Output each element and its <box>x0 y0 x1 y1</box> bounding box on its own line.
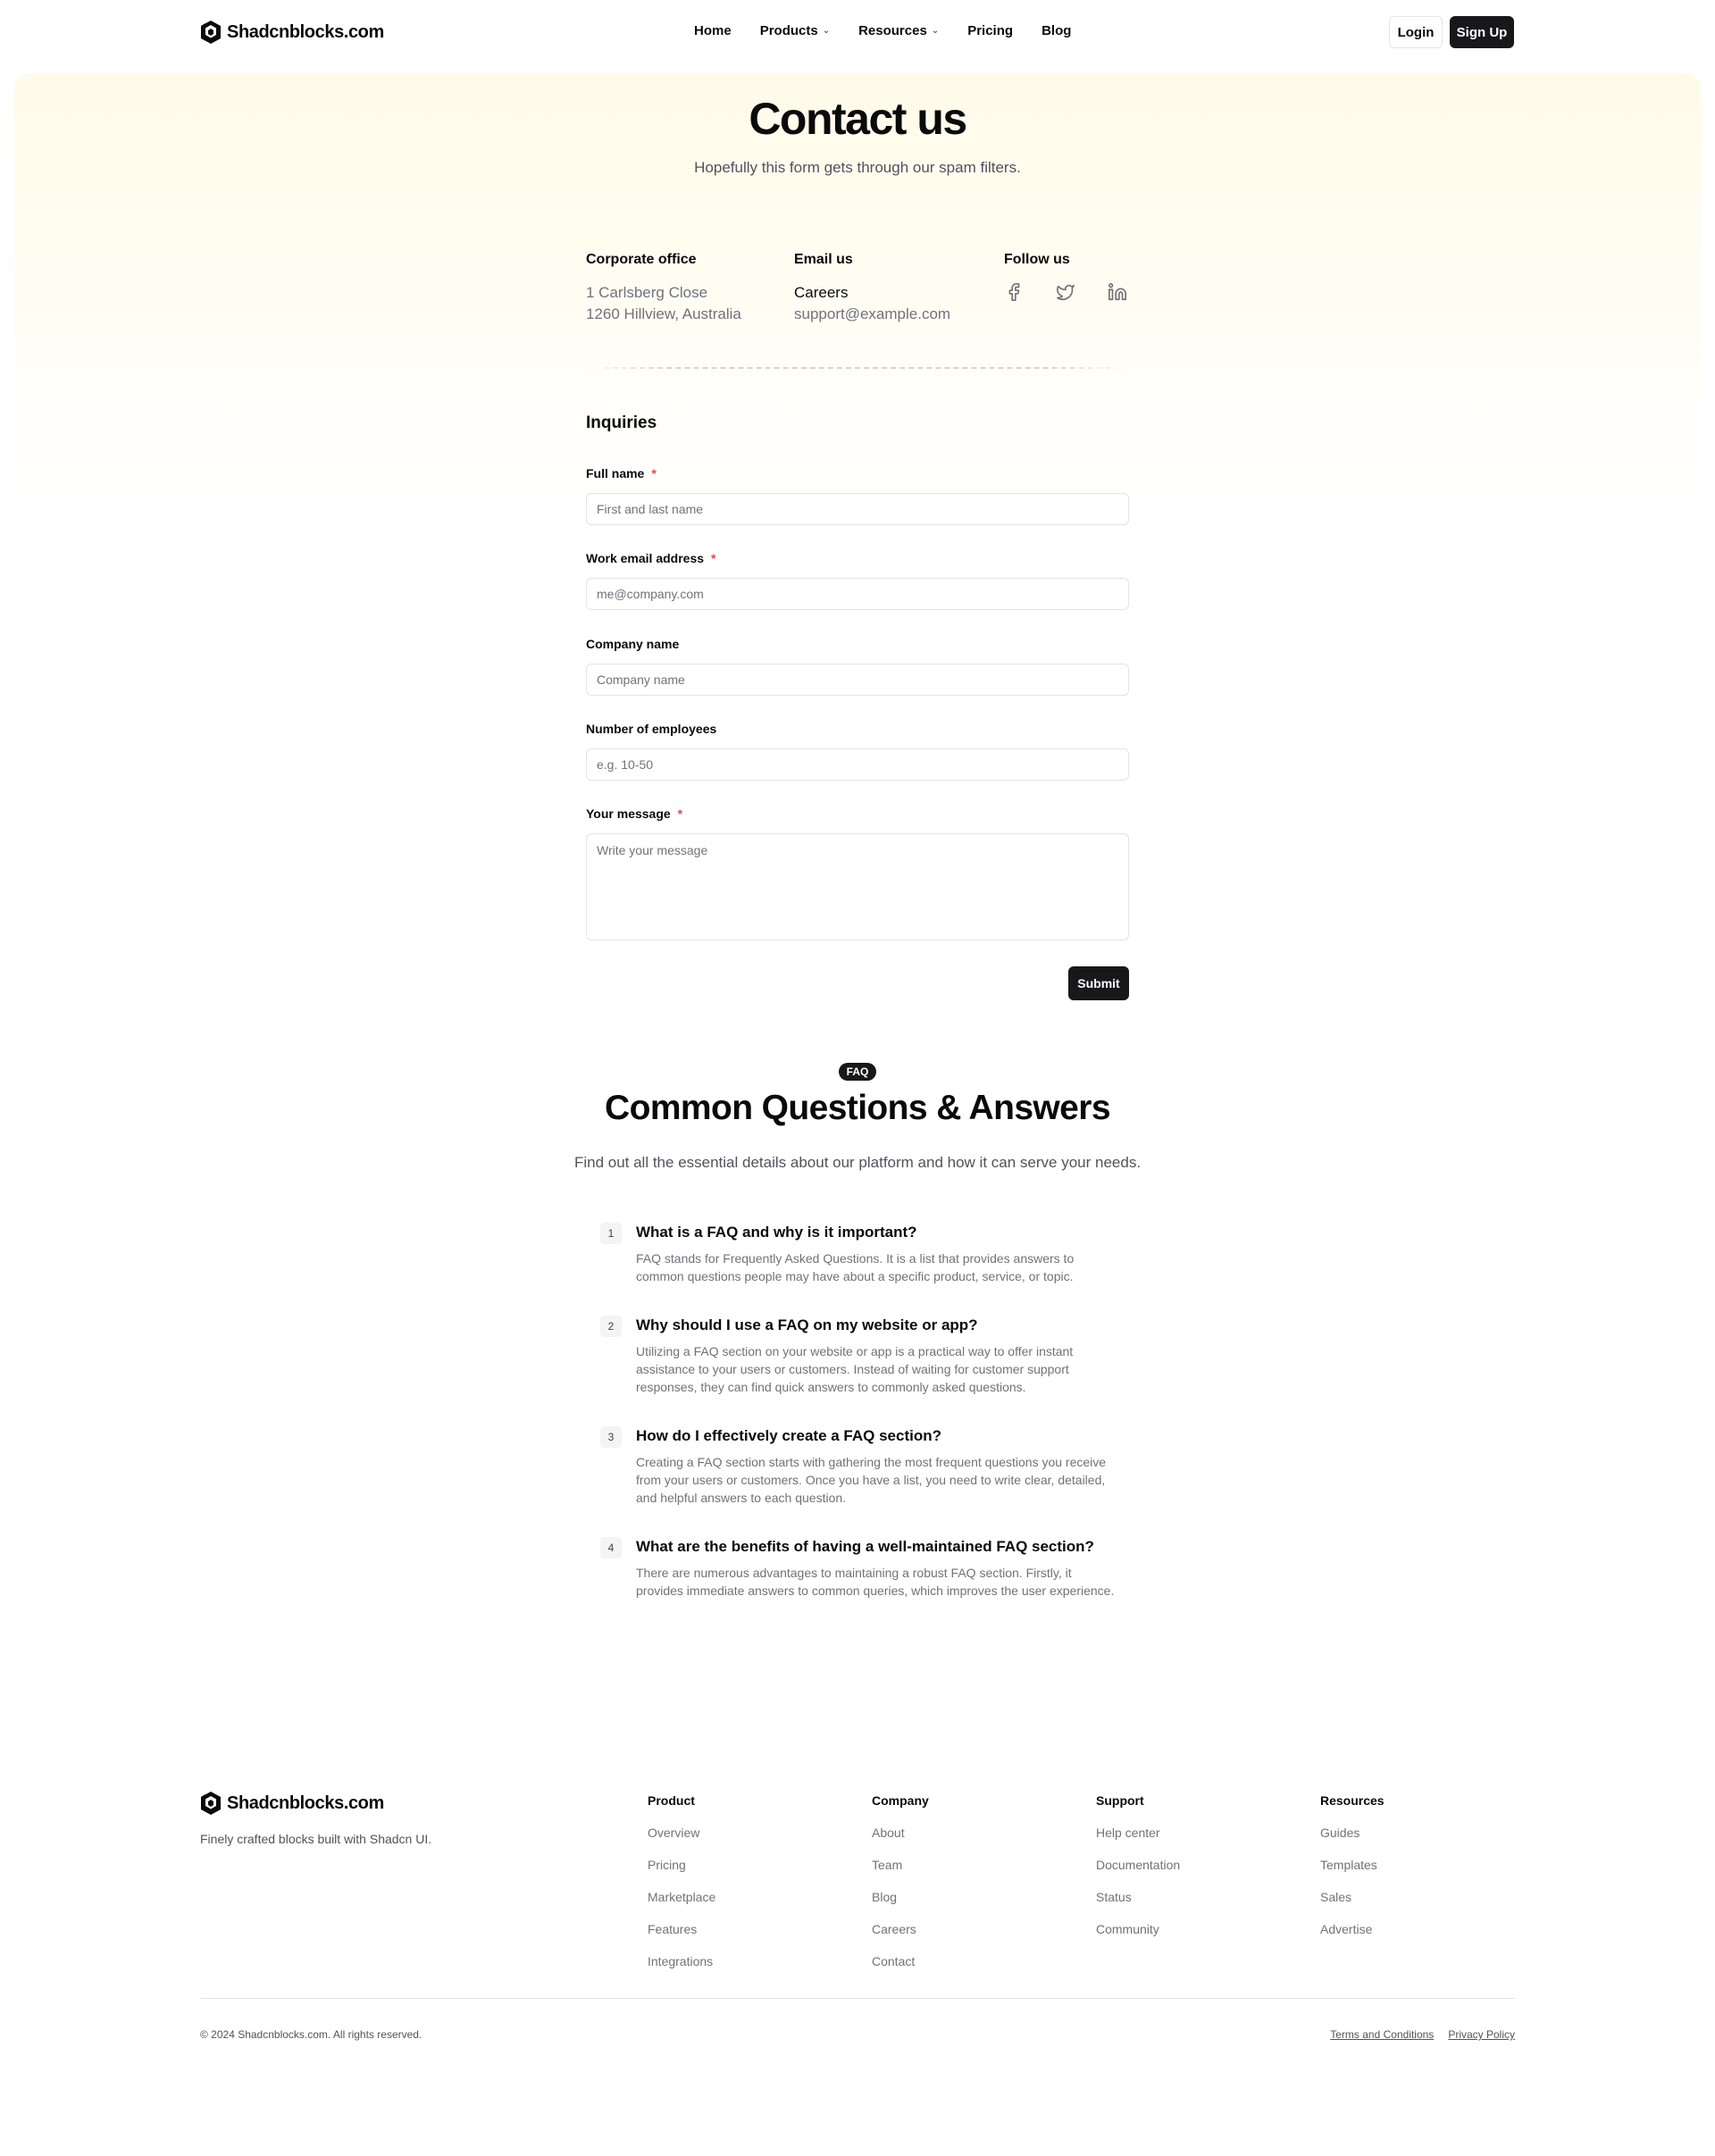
nav-products-label: Products <box>759 23 818 38</box>
required-marker: * <box>677 806 683 821</box>
footer-link[interactable]: Marketplace <box>648 1890 716 1904</box>
email-us-heading: Email us <box>794 252 853 267</box>
footer-link[interactable]: Careers <box>872 1922 916 1936</box>
faq-answer: Utilizing a FAQ section on your website or app is a practical way to offer instant assistance to your users or customers. Instead of waiting for customer support responses, they can find quick answers to commonly asked questions. <box>636 1344 1074 1394</box>
careers-label: Careers <box>794 284 849 301</box>
brand-name: Shadcnblocks.com <box>227 1792 384 1813</box>
terms-link[interactable]: Terms and Conditions <box>1330 2028 1435 2041</box>
faq-title: Common Questions & Answers <box>605 1089 1110 1127</box>
follow-us-block <box>1004 252 1127 302</box>
footer-link[interactable]: Status <box>1096 1890 1132 1904</box>
corporate-office-heading: Corporate office <box>586 252 697 267</box>
full-name-label <box>586 466 657 481</box>
footer-column-heading: Resources <box>1320 1793 1385 1808</box>
faq-question: How do I effectively create a FAQ section? <box>636 1427 941 1444</box>
nav-products[interactable] <box>760 23 830 38</box>
logo-icon <box>200 1791 222 1816</box>
employees-label: Number of employees <box>586 722 717 736</box>
footer-link[interactable]: Guides <box>1320 1826 1360 1840</box>
follow-us-heading: Follow us <box>1004 252 1070 267</box>
linkedin-icon[interactable] <box>1108 282 1127 302</box>
faq-question: Why should I use a FAQ on my website or app? <box>636 1316 978 1333</box>
legal-links <box>1330 2028 1515 2041</box>
office-address-line2: 1260 Hillview, Australia <box>586 305 741 322</box>
brand-logo[interactable] <box>200 20 384 45</box>
footer-link[interactable]: Integrations <box>648 1954 714 1968</box>
required-marker: * <box>711 551 716 565</box>
message-label <box>586 806 682 821</box>
footer-column-company <box>872 1793 929 1986</box>
nav-pricing-label: Pricing <box>967 23 1014 38</box>
message-label-text: Your message <box>586 806 671 821</box>
support-email-link[interactable]: support@example.com <box>794 305 951 322</box>
footer-column-heading: Support <box>1096 1793 1144 1808</box>
nav-resources-label: Resources <box>858 23 927 38</box>
required-marker: * <box>651 466 657 481</box>
company-name-input[interactable] <box>586 664 1129 696</box>
corporate-office-block <box>586 252 741 325</box>
message-textarea[interactable] <box>586 833 1129 940</box>
faq-question: What is a FAQ and why is it important? <box>636 1224 917 1241</box>
footer-column-support <box>1096 1793 1180 1954</box>
section-divider <box>586 367 1129 369</box>
faq-badge: FAQ <box>839 1063 876 1081</box>
faq-answer: There are numerous advantages to maintaining a robust FAQ section. Firstly, it provides immediate answers to common queries, which improves the user experience. <box>636 1566 1115 1598</box>
footer-column-product <box>648 1793 715 1986</box>
footer-link[interactable]: Overview <box>648 1826 700 1840</box>
submit-button[interactable]: Submit <box>1068 966 1129 1000</box>
footer-link[interactable]: Community <box>1096 1922 1159 1936</box>
page-title: Contact us <box>749 94 966 144</box>
faq-number: 2 <box>600 1316 622 1337</box>
signup-button[interactable]: Sign Up <box>1450 16 1514 48</box>
footer-link[interactable]: Help center <box>1096 1826 1160 1840</box>
footer-brand-logo[interactable] <box>200 1791 384 1816</box>
twitter-icon[interactable] <box>1056 282 1075 302</box>
footer-link[interactable]: Templates <box>1320 1858 1377 1872</box>
brand-name: Shadcnblocks.com <box>227 21 384 42</box>
chevron-down-icon: ⌄ <box>822 26 831 36</box>
faq-question: What are the benefits of having a well-maintained FAQ section? <box>636 1538 1094 1555</box>
footer-link[interactable]: Features <box>648 1922 698 1936</box>
faq-number: 3 <box>600 1426 622 1448</box>
nav-resources[interactable] <box>858 23 939 38</box>
full-name-label-text: Full name <box>586 466 645 481</box>
company-name-label: Company name <box>586 637 680 651</box>
work-email-label-text: Work email address <box>586 551 705 565</box>
footer-column-heading: Company <box>872 1793 929 1808</box>
footer-link[interactable]: Documentation <box>1096 1858 1181 1872</box>
top-nav <box>0 0 1715 64</box>
email-us-block <box>794 252 950 325</box>
footer-link[interactable]: Contact <box>872 1954 916 1968</box>
footer-column-resources <box>1320 1793 1385 1954</box>
work-email-label <box>586 551 715 565</box>
chevron-down-icon: ⌄ <box>931 26 940 36</box>
faq-answer: FAQ stands for Frequently Asked Questions. It is a list that provides answers to common questions people may have about a specific product, service, or topic. <box>636 1251 1075 1283</box>
copyright-text: © 2024 Shadcnblocks.com. All rights reserved. <box>200 2028 422 2041</box>
office-address-line1: 1 Carlsberg Close <box>586 284 708 301</box>
faq-number: 1 <box>600 1223 622 1244</box>
page-subtitle: Hopefully this form gets through our spam filters. <box>694 159 1021 176</box>
faq-number: 4 <box>600 1537 622 1559</box>
privacy-link[interactable]: Privacy Policy <box>1448 2028 1515 2041</box>
nav-home[interactable] <box>694 23 732 38</box>
nav-pricing[interactable] <box>967 23 1013 38</box>
footer-link[interactable]: Team <box>872 1858 903 1872</box>
facebook-icon[interactable] <box>1004 282 1024 302</box>
login-button[interactable]: Login <box>1389 16 1443 48</box>
nav-blog[interactable] <box>1042 23 1071 38</box>
inquiries-heading: Inquiries <box>586 414 657 432</box>
footer-link[interactable]: About <box>872 1826 905 1840</box>
full-name-input[interactable] <box>586 493 1129 525</box>
faq-answer: Creating a FAQ section starts with gathering the most frequent questions you receive from your users or customers. Once you have a list, you need to write clear, detailed, and helpful answers to each question. <box>636 1455 1107 1505</box>
footer-link[interactable]: Blog <box>872 1890 898 1904</box>
footer-tagline: Finely crafted blocks built with Shadcn UI. <box>200 1832 432 1846</box>
footer-link[interactable]: Pricing <box>648 1858 686 1872</box>
logo-icon <box>200 20 222 45</box>
nav-blog-label: Blog <box>1042 23 1072 38</box>
footer-link[interactable]: Sales <box>1320 1890 1352 1904</box>
social-links <box>1004 282 1127 302</box>
faq-subtitle: Find out all the essential details about our platform and how it can serve your needs. <box>573 1154 1142 1171</box>
employees-input[interactable] <box>586 748 1129 781</box>
nav-home-label: Home <box>694 23 732 38</box>
work-email-input[interactable] <box>586 578 1129 610</box>
footer-divider <box>200 1998 1515 1999</box>
main-menu <box>694 23 1071 38</box>
footer-column-heading: Product <box>648 1793 695 1808</box>
footer-link[interactable]: Advertise <box>1320 1922 1373 1936</box>
